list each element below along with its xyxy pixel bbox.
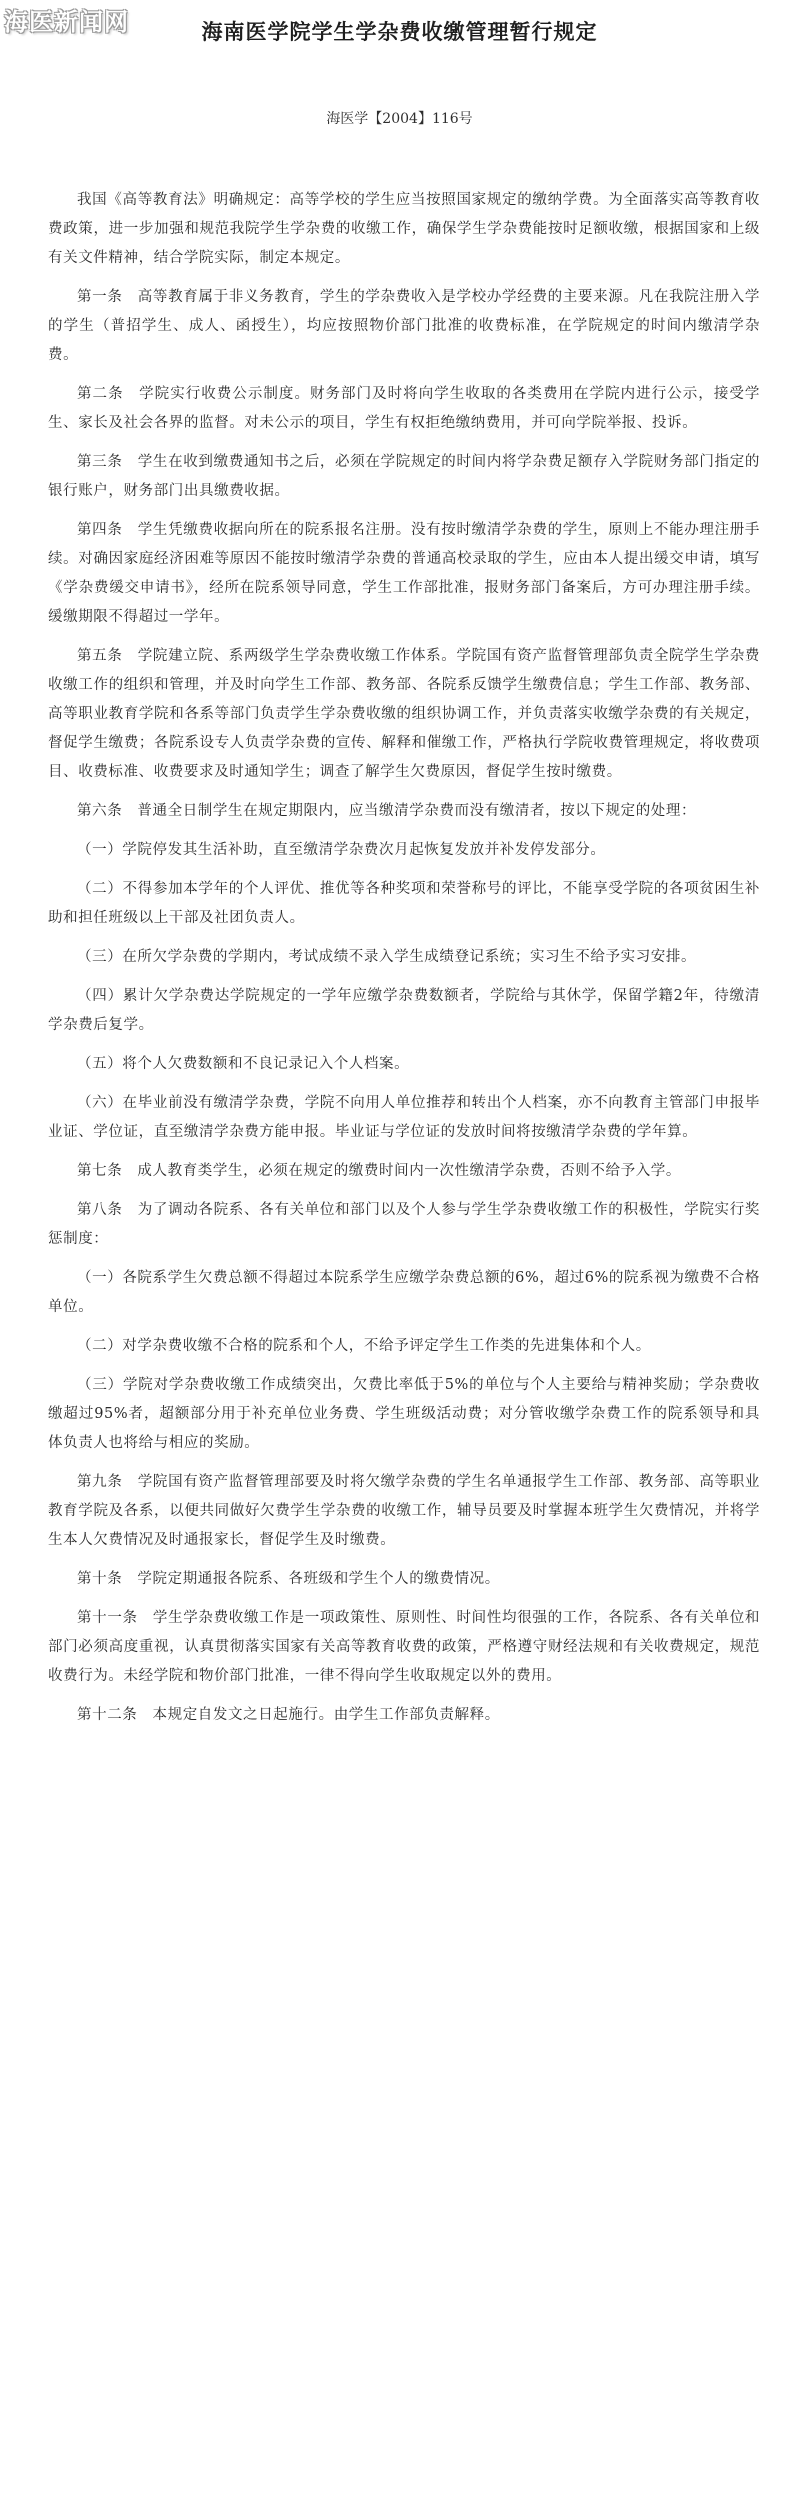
paragraph: （一）学院停发其生活补助，直至缴清学杂费次月起恢复发放并补发停发部分。 xyxy=(77,842,606,858)
document-number: 海医学【2004】116号 xyxy=(326,111,473,127)
paragraph: 第一条 高等教育属于非义务教育，学生的学杂费收入是学校办学经费的主要来源。凡在我院注册入学的学生（普招学生、成人、函授生），均应按照物价部门批准的收费标准，在学院规定的时间内缴清学杂费。 xyxy=(48,289,760,363)
paragraph: 第四条 学生凭缴费收据向所在的院系报名注册。没有按时缴清学杂费的学生，原则上不能办理注册手续。对确因家庭经济困难等原因不能按时缴清学杂费的普通高校录取的学生，应由本人提出缓交申请，填写《学杂费缓交申请书》，经所在院系领导同意，学生工作部批准，报财务部门备案后，方可办理注册手续。缓缴期限不得超过一学年。 xyxy=(48,522,760,625)
paragraph: 第十一条 学生学杂费收缴工作是一项政策性、原则性、时间性均很强的工作，各院系、各有关单位和部门必须高度重视，认真贯彻落实国家有关高等教育收费的政策，严格遵守财经法规和有关收费规定，规范收费行为。未经学院和物价部门批准，一律不得向学生收取规定以外的费用。 xyxy=(48,1610,760,1684)
paragraph: 第十二条 本规定自发文之日起施行。由学生工作部负责解释。 xyxy=(77,1707,500,1723)
paragraph: 第五条 学院建立院、系两级学生学杂费收缴工作体系。学院国有资产监督管理部负责全院学生学杂费收缴工作的组织和管理，并及时向学生工作部、教务部、各院系反馈学生缴费信息；学生工作部、教务部、高等职业教育学院和各系等部门负责学生学杂费收缴的组织协调工作，并负责落实收缴学杂费的有关规定，督促学生缴费；各院系设专人负责学杂费的宣传、解释和催缴工作，严格执行学院收费管理规定，将收费项目、收费标准、收费要求及时通知学生；调查了解学生欠费原因，督促学生按时缴费。 xyxy=(48,648,760,780)
paragraph: （五）将个人欠费数额和不良记录记入个人档案。 xyxy=(77,1056,410,1072)
paragraph: 第七条 成人教育类学生，必须在规定的缴费时间内一次性缴清学杂费，否则不给予入学。 xyxy=(77,1163,681,1179)
paragraph: （二）对学杂费收缴不合格的院系和个人，不给予评定学生工作类的先进集体和个人。 xyxy=(77,1338,651,1354)
watermark-logo: 海医新闻网 xyxy=(4,8,129,36)
paragraph: （二）不得参加本学年的个人评优、推优等各种奖项和荣誉称号的评比，不能享受学院的各项贫困生补助和担任班级以上干部及社团负责人。 xyxy=(48,881,760,926)
paragraph: （一）各院系学生欠费总额不得超过本院系学生应缴学杂费总额的6%，超过6%的院系视为缴费不合格单位。 xyxy=(48,1270,760,1315)
paragraph: 第九条 学院国有资产监督管理部要及时将欠缴学杂费的学生名单通报学生工作部、教务部、高等职业教育学院及各系，以便共同做好欠费学生学杂费的收缴工作，辅导员要及时掌握本班学生欠费情况，并将学生本人欠费情况及时通报家长，督促学生及时缴费。 xyxy=(48,1474,760,1548)
document-title: 海南医学院学生学杂费收缴管理暂行规定 xyxy=(201,20,598,44)
paragraph: 第二条 学院实行收费公示制度。财务部门及时将向学生收取的各类费用在学院内进行公示，接受学生、家长及社会各界的监督。对未公示的项目，学生有权拒绝缴纳费用，并可向学院举报、投诉。 xyxy=(48,386,760,431)
paragraph: （三）学院对学杂费收缴工作成绩突出，欠费比率低于5%的单位与个人主要给与精神奖励；学杂费收缴超过95%者，超额部分用于补充单位业务费、学生班级活动费；对分管收缴学杂费工作的院系领导和具体负责人也将给与相应的奖励。 xyxy=(48,1377,760,1451)
paragraph: （六）在毕业前没有缴清学杂费，学院不向用人单位推荐和转出个人档案，亦不向教育主管部门申报毕业证、学位证，直至缴清学杂费方能申报。毕业证与学位证的发放时间将按缴清学杂费的学年算。 xyxy=(48,1095,760,1140)
paragraph: 第八条 为了调动各院系、各有关单位和部门以及个人参与学生学杂费收缴工作的积极性，学院实行奖惩制度： xyxy=(48,1202,760,1247)
paragraph: 第十条 学院定期通报各院系、各班级和学生个人的缴费情况。 xyxy=(77,1571,500,1587)
paragraph: 第六条 普通全日制学生在规定期限内，应当缴清学杂费而没有缴清者，按以下规定的处理： xyxy=(77,803,697,819)
document-body xyxy=(48,186,760,1740)
paragraph: 我国《高等教育法》明确规定：高等学校的学生应当按照国家规定的缴纳学费。为全面落实高等教育收费政策，进一步加强和规范我院学生学杂费的收缴工作，确保学生学杂费能按时足额收缴，根据国家和上级有关文件精神，结合学院实际，制定本规定。 xyxy=(48,192,760,266)
paragraph: （三）在所欠学杂费的学期内，考试成绩不录入学生成绩登记系统；实习生不给予实习安排。 xyxy=(77,949,697,965)
paragraph: （四）累计欠学杂费达学院规定的一学年应缴学杂费数额者，学院给与其休学，保留学籍2年，待缴清学杂费后复学。 xyxy=(48,988,760,1033)
paragraph: 第三条 学生在收到缴费通知书之后，必须在学院规定的时间内将学杂费足额存入学院财务部门指定的银行账户，财务部门出具缴费收据。 xyxy=(48,454,760,499)
